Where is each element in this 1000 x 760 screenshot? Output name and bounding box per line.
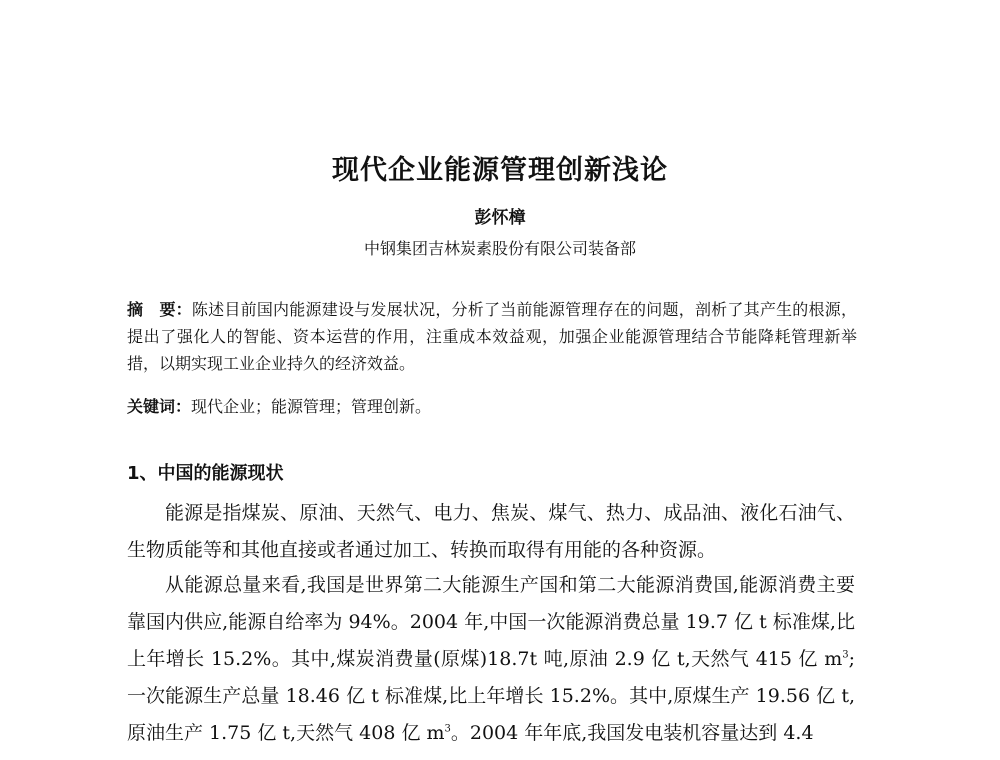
superscript-cubic-2: 3 xyxy=(444,723,451,735)
keywords-text: 现代企业；能源管理；管理创新。 xyxy=(191,397,432,416)
author-name: 彭怀樟 xyxy=(474,208,526,228)
author-affiliation: 中钢集团吉林炭素股份有限公司装备部 xyxy=(363,239,636,258)
paper-title: 现代企业能源管理创新浅论 xyxy=(332,155,668,186)
section-heading: 1、中国的能源现状 xyxy=(127,463,284,484)
keywords xyxy=(127,393,857,420)
body-paragraph-1: 能源是指煤炭、原油、天然气、电力、焦炭、煤气、热力、成品油、液化石油气、生物质能等和其他直接或者通过加工、转换而取得有用能的各种资源。 xyxy=(127,502,855,561)
paragraph-2-part-b: ;一次能源生产总量 18.46 亿 t 标准煤,比上年增长 15.2%。其中,原煤生产 19.56 亿 t,原油生产 1.75 亿 t,天然气 408 亿 m xyxy=(127,648,855,744)
keywords-label: 关键词： xyxy=(127,397,192,416)
paragraph-2-part-a: 从能源总量来看,我国是世界第二大能源生产国和第二大能源消费国,能源消费主要靠国内供应,能源自给率为 94%。2004 年,中国一次能源消费总量 19.7 亿 t 标准煤,比上年增长 15.2%。其中,煤炭消费量(原煤)18.7t 吨,原油 2.9 亿 t,天然气 415 亿 m xyxy=(127,574,855,670)
superscript-cubic-1: 3 xyxy=(842,649,849,661)
paragraph-2-part-c: 。2004 年年底,我国发电装机容量达到 4.4 xyxy=(450,722,814,744)
abstract-text: 陈述目前国内能源建设与发展状况，分析了当前能源管理存在的问题，剖析了其产生的根源，提出了强化人的智能、资本运营的作用，注重成本效益观，加强企业能源管理结合节能降耗管理新举措，以期实现工业企业持久的经济效益。 xyxy=(127,300,857,373)
body-paragraph-2 xyxy=(127,567,855,752)
abstract-label: 摘 要： xyxy=(127,300,192,319)
abstract xyxy=(127,296,857,377)
